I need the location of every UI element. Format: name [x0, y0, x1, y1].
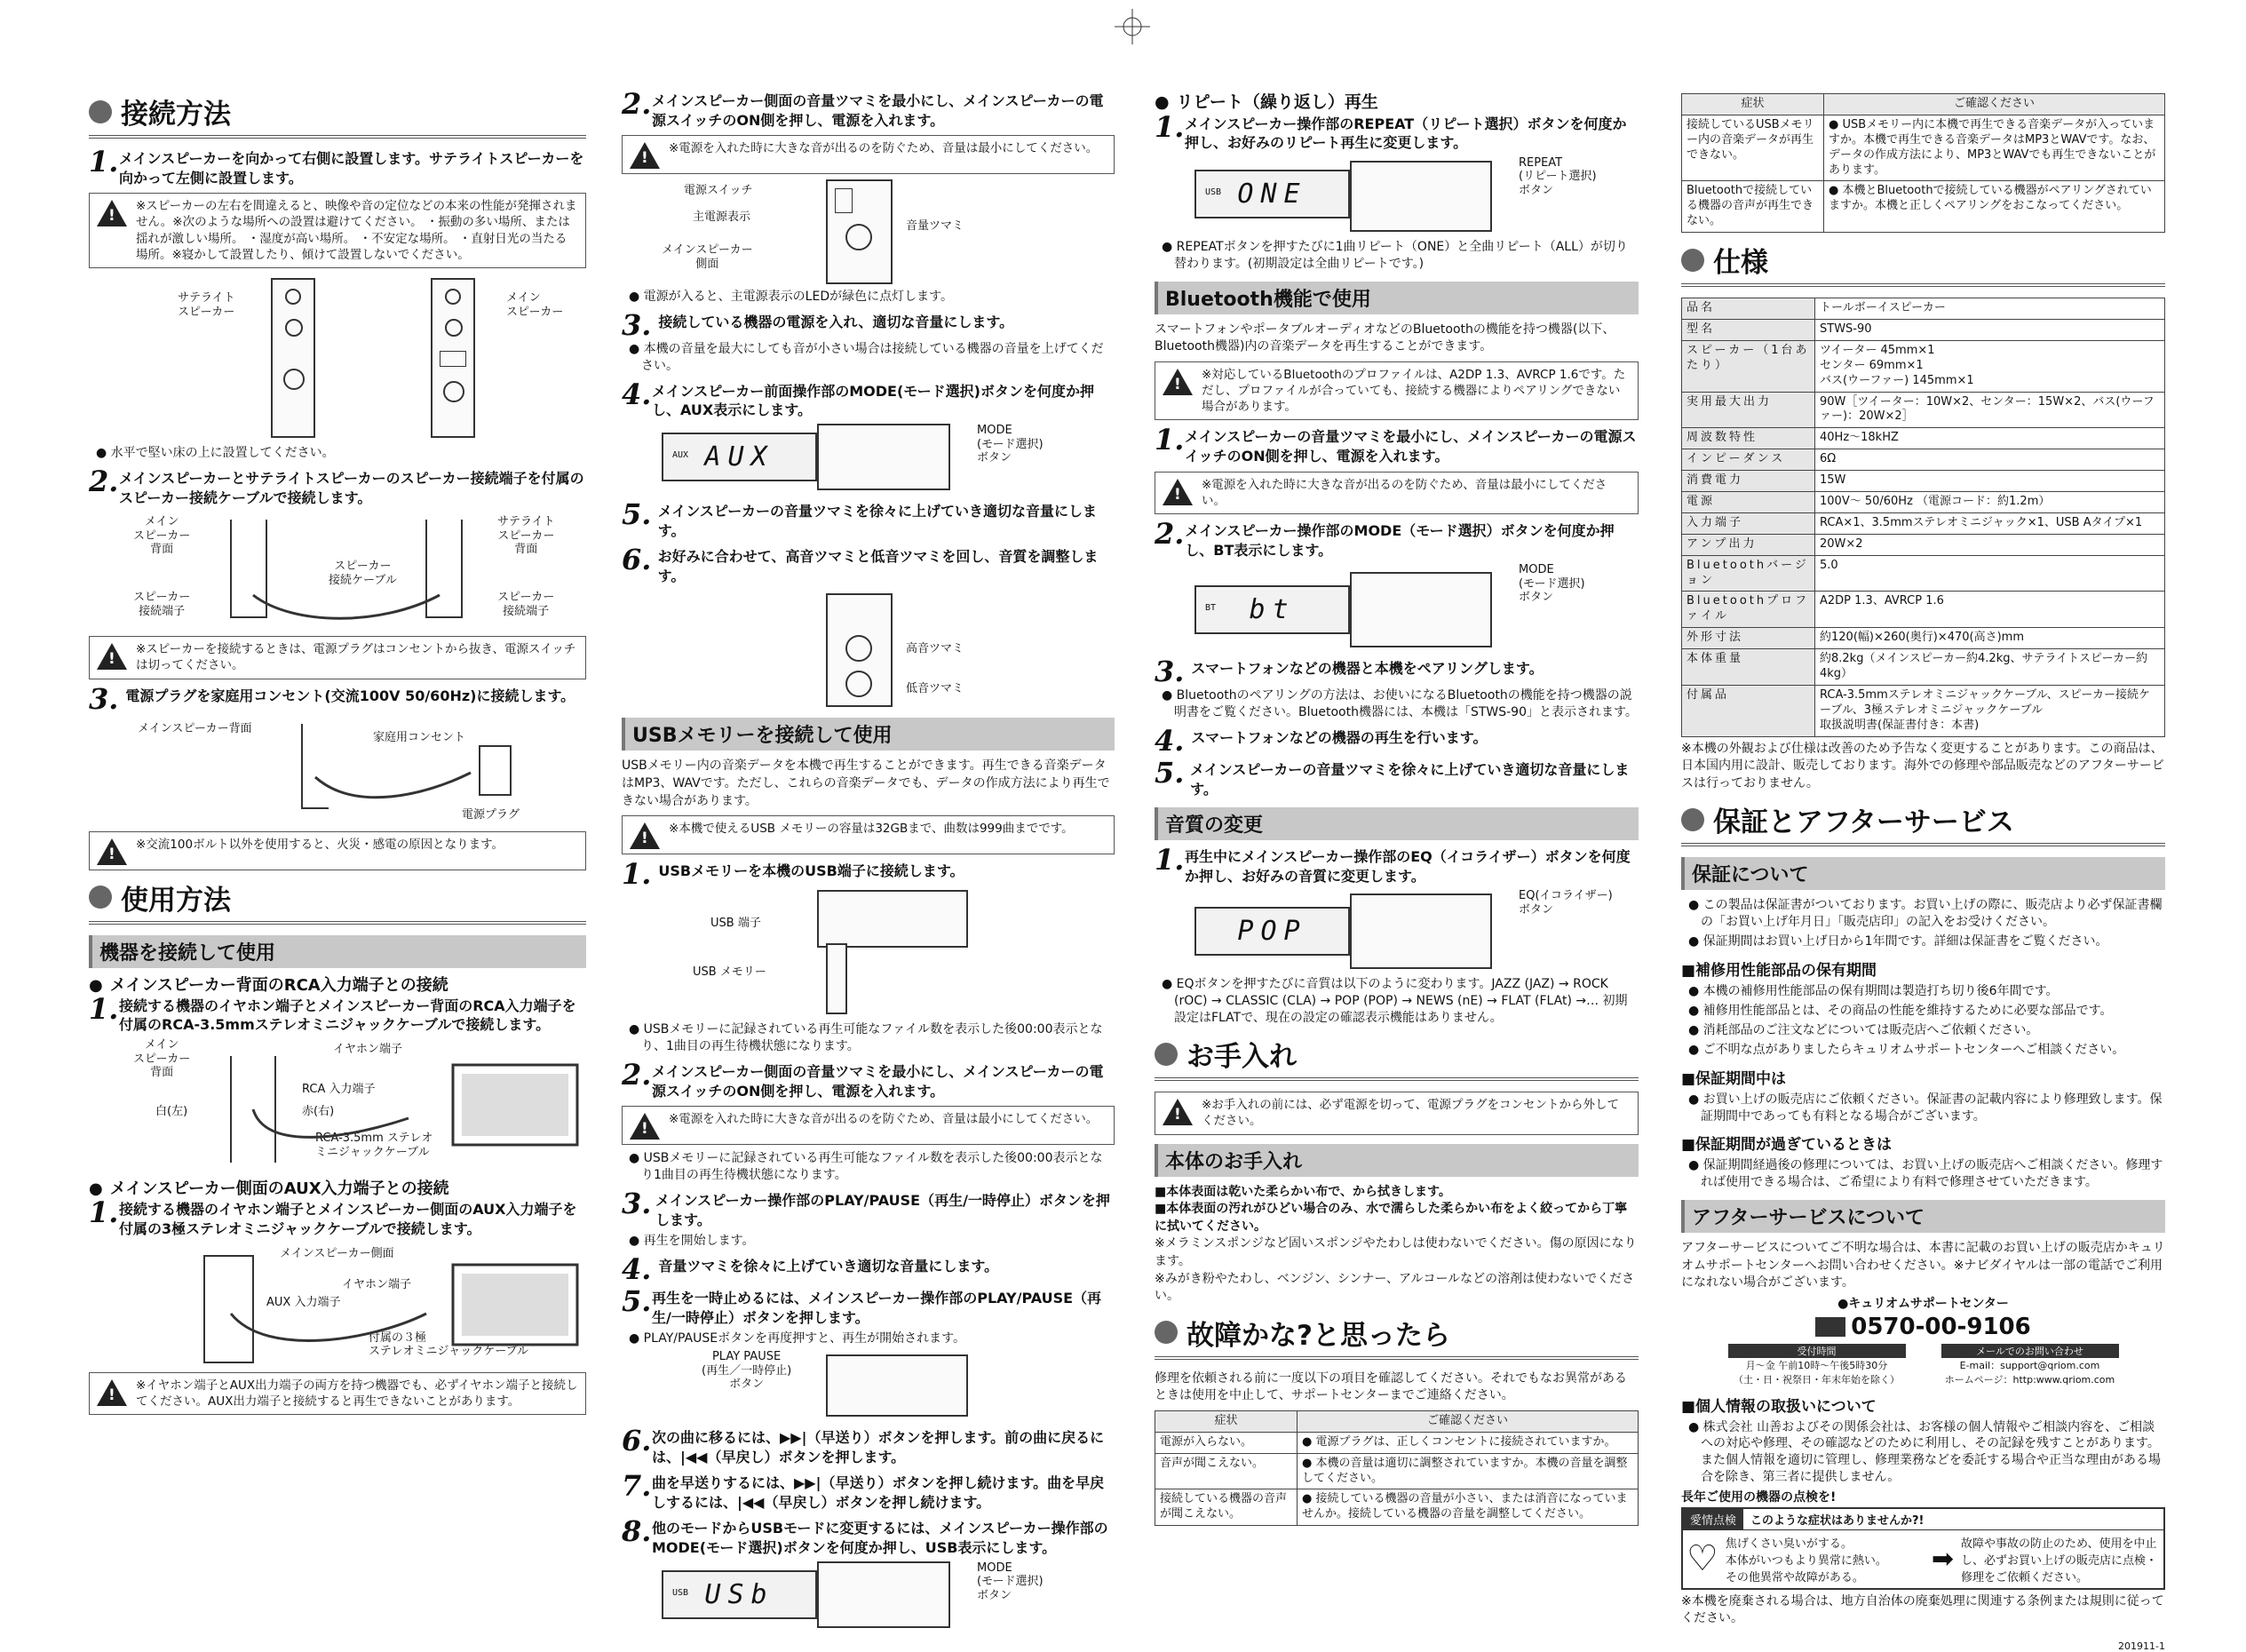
side-panel-figure: 電源スイッチ 主電源表示 メインスピーカー 側面 音量ツマミ	[622, 179, 1115, 286]
cable-figure: メイン スピーカー 背面 サテライト スピーカー 背面 スピーカー 接続ケーブル スピーカー 接続端子 スピーカー 接続端子	[133, 515, 555, 618]
warning-icon	[97, 643, 127, 670]
control-panel	[1350, 894, 1492, 969]
subsection-heading: Bluetooth機能で使用	[1155, 282, 1639, 314]
caution-note: ! ※電源を入れた時に大きな音が出るのを防ぐため、音量は最小にしてください。	[1155, 472, 1639, 514]
subsection-heading: 音質の変更	[1155, 807, 1639, 840]
crop-mark	[1115, 9, 1150, 44]
table-row: Bluetoothプロファイル A2DP 1.3、AVRCP 1.6	[1682, 592, 2165, 628]
care-item: ■本体表面の汚れがひどい場合のみ、水で濡らした柔らかい布をよく絞ってから丁寧に拭いてください。	[1155, 1202, 1628, 1234]
bt-step-3: 3. スマートフォンなどの機器と本機をペアリングします。	[1155, 655, 1544, 689]
step-1: 1. メインスピーカーを向かって右側に設置します。サテライトスピーカーを向かって左側に設置します。	[89, 145, 584, 187]
lcd-display: POP	[1194, 907, 1350, 956]
control-panel	[1350, 572, 1492, 647]
bullet: ● 本機の補修用性能部品の保有期間は製造打ち切り後6年間です。	[1688, 984, 2059, 999]
check-question: このような症状はありませんか?!	[1750, 1513, 1925, 1528]
bullet: ● PLAY/PAUSEボタンを再度押すと、再生が開始されます。	[629, 1331, 965, 1346]
table-row: 実用最大出力 90W［ツイーター：10W×2、センター：15W×2、バス(ウーファー)：20W×2］	[1682, 392, 2165, 428]
column-2	[622, 84, 1115, 1612]
table-row: 音声が聞こえない。 ● 本機の音量は適切に調整されていますか。本機の音量を調整してください。	[1155, 1453, 1639, 1489]
bullet: ● 電源が入ると、主電源表示のLEDが緑色に点灯します。	[629, 290, 953, 305]
bullet-dot-icon	[89, 100, 112, 123]
rca-figure: メイン スピーカー 背面 白(左) イヤホン端子 RCA 入力端子 赤(右) RCA-3.5mm ステレオ ミニジャックケーブル	[89, 1038, 586, 1171]
spec-note: ※本機の外観および仕様は改善のため予告なく変更することがあります。この商品は、日本国内用に設計、販売しております。海外での修理や部品販売などのアフターサービスは行っておりません。	[1681, 741, 2164, 790]
warning-icon	[1163, 369, 1193, 395]
in-warranty-heading: ■保証期間中は	[1681, 1069, 1787, 1088]
warning-icon	[630, 822, 660, 849]
table-row: 接続しているUSBメモリー内の音楽データが再生できない。 ● USBメモリー内に本機で再生できる音楽データが入っていますか。本機で再生できる音楽データはMP3とWAVです。なお、データの作成方法により、MP3とWAVでも再生できないことがあります。	[1682, 115, 2165, 181]
table-row: 品名 トールボーイスピーカー	[1682, 298, 2165, 320]
check-action: 故障や事故の防止のため、使用を中止し、必ずお買い上げの販売店に点検・修理をご依頼ください。	[1961, 1537, 2158, 1584]
usb-figure: USB 端子 USB メモリー	[622, 890, 1115, 1019]
usb-step-1: 1. USBメモリーを本機のUSB端子に接続します。	[622, 857, 964, 892]
trouble-table: 症状 ご確認ください 電源が入らない。 ● 電源プラグは、正しくコンセントに接続されていますか。 音声が聞こえない。 ● 本機の音量は適切に調整されていますか。本機の音量を調整してください。 接続している機器の音声が聞こえない。 ● 接続している機器の音量が小さい、または消音になっていませんか。接続している機器の音量を調整してください。	[1155, 1410, 1639, 1526]
privacy-heading: ■個人情報の取扱いについて	[1681, 1397, 1877, 1416]
column-4	[1681, 93, 2165, 1652]
caution-note: ! ※スピーカーの左右を間違えると、映像や音の定位などの本来の性能が発揮されません。※次のような場所への設置は避けてください。 ・振動の多い場所、または揺れが激しい場所。 ・湿度が高い場所。 ・不安定な場所。 ・直射日光の当たる場所。※寝かして設置したり、傾けて設置しないでください。	[89, 193, 586, 268]
bt-step-5: 5. メインスピーカーの音量ツマミを徐々に上げていき適切な音量にします。	[1155, 756, 1630, 798]
lcd-display: BT bt	[1194, 585, 1350, 634]
lcd-display: AUX AUX	[662, 433, 817, 481]
paragraph: アフターサービスについてご不明な場合は、本書に記載のお買い上げの販売店かキュリオムサポートセンターへお問い合わせください。※ナビダイヤルは一部の電話でご利用になれない場合がございます。	[1681, 1241, 2165, 1291]
usb-step-7: 7. 曲を早送りするには、▶▶|（早送り）ボタンを押し続けます。曲を早戻しするには、|◀◀（早戻し）ボタンを押し続けます。	[622, 1469, 1105, 1511]
tone-knob-figure: 高音ツマミ 低音ツマミ	[622, 589, 1115, 709]
usage-heading: 使用方法	[89, 878, 586, 925]
bullet: ● USBメモリーに記録されている再生可能なファイル数を表示した後00:00表示となり、1曲目の再生待機状態になります。	[629, 1022, 1103, 1054]
caution-note: ! ※電源を入れた時に大きな音が出るのを防ぐため、音量は最小にしてください。	[622, 1106, 1115, 1145]
usb-display-figure: USB USb MODE (モード選択) ボタン	[622, 1561, 1115, 1632]
bullet-dot-icon	[1681, 808, 1704, 831]
caution-note: ! ※電源を入れた時に大きな音が出るのを防ぐため、音量は最小にしてください。	[622, 135, 1115, 174]
aux-display-figure: AUX AUX MODE (モード選択) ボタン	[622, 424, 1115, 495]
bt-step-4: 4. スマートフォンなどの機器の再生を行います。	[1155, 724, 1488, 758]
support-center: ●キュリオムサポートセンター	[1837, 1296, 2009, 1311]
check-heading: 長年ご使用の機器の点検を!	[1681, 1490, 1837, 1505]
caution-note: ! ※お手入れの前には、必ず電源を切って、電源プラグをコンセントから外してください。	[1155, 1092, 1639, 1134]
care-item: ※みがき粉やたわし、ベンジン、シンナー、アルコールなどの溶剤は使わないでください。	[1155, 1271, 1635, 1304]
bullet-dot-icon	[1155, 1043, 1178, 1066]
aux-step-1: 1. 接続する機器のイヤホン端子とメインスピーカー側面のAUX入力端子を付属の3極ステレオミニジャックケーブルで接続します。	[89, 1195, 577, 1237]
table-row: 電源が入らない。 ● 電源プラグは、正しくコンセントに接続されていますか。	[1155, 1432, 1639, 1453]
warning-icon	[1163, 1099, 1193, 1125]
satellite-speaker	[271, 278, 315, 438]
bt-figure: BT bt MODE (モード選択) ボタン	[1155, 563, 1639, 652]
column-3	[1155, 84, 1639, 1612]
bullet-dot-icon	[1155, 1321, 1178, 1344]
bullet-dot-icon	[89, 886, 112, 909]
usb-stick-icon	[826, 943, 847, 1014]
check-item: 焦げくさい臭いがする。	[1725, 1537, 1853, 1551]
aux-heading: ● メインスピーカー側面のAUX入力端子との接続	[89, 1179, 449, 1199]
table-row: アンプ出力 20W×2	[1682, 534, 2165, 555]
usb-step-5: 5. 再生を一時止めるには、メインスピーカー操作部のPLAY/PAUSE（再生/一時停止）ボタンを押します。	[622, 1284, 1102, 1326]
heart-icon: ♡	[1686, 1538, 1718, 1580]
control-panel	[817, 424, 950, 490]
main-speaker	[431, 278, 475, 438]
table-row: 付属品 RCA-3.5mmステレオミニジャックケーブル、スピーカー接続ケーブル、3極ステレオミニジャックケーブル 取扱説明書(保証書付き：本書)	[1682, 685, 2165, 736]
table-row: Bluetoothで接続している機器の音声が再生できない。 ● 本機とBluetoothで接続している機器がペアリングされていますか。本機と正しくペアリングをおこなってください。	[1682, 181, 2165, 233]
mail-label: メールでのお問い合わせ	[1941, 1344, 2119, 1358]
step-4: 4. メインスピーカー前面操作部のMODE(モード選択)ボタンを何度か押し、AUX表示にします。	[622, 377, 1094, 419]
bullet-dot-icon	[1681, 249, 1704, 272]
bullet: ● 水平で堅い床の上に設置してください。	[96, 446, 335, 461]
control-panel	[1350, 161, 1492, 232]
connect-heading: 接続方法	[89, 91, 586, 139]
subsection-heading: 機器を接続して使用	[89, 935, 586, 968]
bullet: ● EQボタンを押すたびに音質は以下のように変わります。JAZZ (JAZ) → ROCK (rOC) → CLASSIC (CLA) → POP (POP) → NEWS (nE) → FLAT (FLAt) →… 初期設定はFLATで、現在の設定の確認表示機能はありません。	[1162, 977, 1628, 1026]
paragraph: スマートフォンやポータブルオーディオなどのBluetoothの機能を持つ機器(以下、Bluetooth機器)内の音楽データを再生することができます。	[1155, 322, 1615, 354]
check-item: その他異常や故障がある。	[1725, 1570, 1864, 1584]
doc-code: 201911-1	[2118, 1640, 2165, 1652]
bt-step-1: 1. メインスピーカーの音量ツマミを最小にし、メインスピーカーの電源スイッチのON側を押し、電源を入れます。	[1155, 423, 1637, 465]
bt-step-2: 2. メインスピーカー操作部のMODE（モード選択）ボタンを何度か押し、BT表示にします。	[1155, 517, 1615, 559]
subsection-heading: USBメモリーを接続して使用	[622, 718, 1115, 751]
subsection-heading: 本体のお手入れ	[1155, 1144, 1639, 1177]
lcd-display: USB USb	[662, 1570, 817, 1619]
arrow-right-icon: ➡	[1931, 1543, 1954, 1575]
control-panel	[826, 1354, 968, 1417]
repeat-step-1: 1. メインスピーカー操作部のREPEAT（リピート選択）ボタンを何度か押し、お好みのリピート再生に変更します。	[1155, 109, 1627, 152]
table-row: スピーカー（1台あたり） ツイーター 45mm×1 センター 69mm×1 バス(ウーファー) 145mm×1	[1682, 340, 2165, 392]
bullet: ● USBメモリーに記録されている再生可能なファイル数を表示した後00:00表示となり1曲目の再生待機状態になります。	[629, 1151, 1103, 1183]
bullet: ● 保証期間はお買い上げ日から1年間です。詳細は保証書をご覧ください。	[1688, 934, 2108, 949]
lcd-display: USB ONE	[1194, 170, 1350, 218]
mail-text: E-mail：support@qriom.com ホームページ：http:www.qriom.com	[1944, 1359, 2115, 1386]
control-panel	[817, 1561, 950, 1628]
paragraph: USBメモリー内の音楽データを本機で再生することができます。再生できる音楽データはMP3、WAVです。ただし、これらの音楽データでも、データの作成方法により再生できない場合があります。	[622, 758, 1110, 808]
table-row: Bluetoothバージョン 5.0	[1682, 555, 2165, 592]
hours-text: 月～金 午前10時～午後5時30分 （土・日・祝祭日・年末年始を除く）	[1734, 1359, 1900, 1386]
table-row: 外形寸法 約120(幅)×260(奥行)×470(高さ)mm	[1682, 628, 2165, 649]
bullet: ● 再生を開始します。	[629, 1234, 755, 1249]
check-item: 本体がいつもより異常に熱い。	[1725, 1553, 1887, 1568]
warranty-heading: 保証とアフターサービス	[1681, 799, 2165, 846]
fault-heading: 故障かな?と思ったら	[1155, 1313, 1639, 1360]
usb-step-3: 3. メインスピーカー操作部のPLAY/PAUSE（再生/一時停止）ボタンを押します。	[622, 1186, 1110, 1228]
table-row: 入力端子 RCA×1、3.5mmステレオミニジャック×1、USB Aタイプ×1	[1682, 512, 2165, 534]
bullet: ● 本機の音量を最大にしても音が小さい場合は接続している機器の音量を上げてください。	[629, 342, 1104, 373]
bullet: ● REPEATボタンを押すたびに1曲リピート（ONE）と全曲リピート（ALL）が切り替わります。(初期設定は全曲リピートです。)	[1162, 239, 1628, 271]
care-item: ※メラミンスポンジなど固いスポンジやたわしは使わないでください。傷の原因になります。	[1155, 1236, 1637, 1268]
rca-heading: ● メインスピーカー背面のRCA入力端子との接続	[89, 975, 448, 995]
check-tag: 愛情点検	[1683, 1509, 1743, 1529]
bullet: ● お買い上げの販売店にご依頼ください。保証書の記載内容により修理致します。保証期間中であっても有料となる場合がございます。	[1688, 1092, 2163, 1124]
step-3: 3. 接続している機器の電源を入れ、適切な音量にします。	[622, 308, 1014, 343]
parts-heading: ■補修用性能部品の保有期間	[1681, 962, 1877, 981]
disposal-note: ※本機を廃棄される場合は、地方自治体の廃棄処理に関連する条例または規則に従ってください。	[1681, 1593, 2164, 1626]
warning-icon	[630, 1113, 660, 1140]
usb-step-6: 6. 次の曲に移るには、▶▶|（早送り）ボタンを押します。前の曲に戻るには、|◀◀（早戻し）ボタンを押します。	[622, 1424, 1105, 1465]
caution-note: ! ※スピーカーを接続するときは、電源プラグはコンセントから抜き、電源スイッチは切ってください。	[89, 636, 586, 679]
after-warranty-heading: ■保証期間が過ぎているときは	[1681, 1136, 1893, 1155]
table-row: 消費電力 15W	[1682, 471, 2165, 492]
caution-note: ! ※交流100ボルト以外を使用すると、火災・感電の原因となります。	[89, 831, 586, 870]
column-1	[89, 84, 586, 1612]
rca-step-1: 1. 接続する機器のイヤホン端子とメインスピーカー背面のRCA入力端子を付属のRCA-3.5mmステレオミニジャックケーブルで接続します。	[89, 991, 576, 1034]
paragraph: 修理を依頼される前に一度以下の項目を確認してください。それでもなお異常があるときは使用を中止して、サポートセンターまでご連絡ください。	[1155, 1370, 1627, 1403]
warning-icon	[97, 200, 127, 226]
repeat-figure: USB ONE REPEAT (リピート選択) ボタン	[1155, 156, 1639, 236]
control-panel	[817, 890, 968, 948]
trouble-table-cont: 症状 ご確認ください 接続しているUSBメモリー内の音楽データが再生できない。 ● USBメモリー内に本機で再生できる音楽データが入っていますか。本機で再生できる音楽データはMP3とWAVです。なお、データの作成方法により、MP3とWAVでも再生できないことがあります。 Bluetoothで接続している機器の音声が再生できない。 ● 本機とBluetoothで接続している機器がペアリングされていますか。本機と正しくペアリングをおこなってください。	[1681, 93, 2165, 233]
table-row: インピーダンス 6Ω	[1682, 449, 2165, 471]
usb-step-4: 4. 音量ツマミを徐々に上げていき適切な音量にします。	[622, 1252, 999, 1287]
warning-icon	[97, 1379, 127, 1406]
care-heading: お手入れ	[1155, 1034, 1639, 1081]
warning-icon	[630, 142, 660, 169]
eq-step-1: 1. 再生中にメインスピーカー操作部のEQ（イコライザー）ボタンを何度か押し、お好みの音質に変更します。	[1155, 843, 1631, 885]
outlet-figure: メインスピーカー背面 家庭用コンセント 電源プラグ	[138, 721, 520, 822]
safety-check-box	[1681, 1507, 2165, 1590]
step-6: 6. お好みに合わせて、高音ツマミと低音ツマミを回し、音質を調整します。	[622, 543, 1099, 584]
table-row: 接続している機器の音声が聞こえない。 ● 接続している機器の音量が小さい、または消音になっていませんか。接続している機器の音量を調整してください。	[1155, 1489, 1639, 1526]
aux-figure: メインスピーカー側面 イヤホン端子 AUX 入力端子 付属の３極 ステレオミニジャックケーブル	[89, 1243, 586, 1367]
bullet: ● この製品は保証書がついております。お買い上げの際に、販売店より必ず保証書欄の「お買い上げ年月日」「販売店印」の記入をお受けください。	[1688, 898, 2163, 930]
step-3: 3. 電源プラグを家庭用コンセント(交流100V 50/60Hz)に接続します。	[89, 681, 575, 716]
subsection-heading: 保証について	[1681, 857, 2165, 890]
table-row: 周波数特性 40Hz～18kHZ	[1682, 428, 2165, 449]
step-2: 2. メインスピーカー側面の音量ツマミを最小にし、メインスピーカーの電源スイッチのON側を押し、電源を入れます。	[622, 87, 1104, 129]
table-row: 電源 100V～ 50/60Hz （電源コード：約1.2m）	[1682, 492, 2165, 513]
navi-dial-icon	[1815, 1317, 1845, 1337]
table-row: 型名 STWS-90	[1682, 320, 2165, 341]
bullet: ● Bluetoothのペアリングの方法は、お使いになるBluetoothの機能を持つ機器の説明書をご覧ください。Bluetooth機器には、本機は「STWS-90」と表示されます。	[1162, 688, 1638, 720]
step-2: 2. メインスピーカーとサテライトスピーカーのスピーカー接続端子を付属のスピーカー接続ケーブルで接続します。	[89, 464, 584, 506]
bullet: ● 消耗部品のご注文などについては販売店へご依頼ください。	[1688, 1022, 2039, 1037]
caution-note: ! ※対応しているBluetoothのプロファイルは、A2DP 1.3、AVRCP 1.6です。ただし、プロファイルが合っていても、接続する機器によりペアリングできない場合があります。	[1155, 361, 1639, 421]
subsection-heading: アフターサービスについて	[1681, 1200, 2165, 1233]
eq-figure: POP EQ(イコライザー) ボタン	[1155, 889, 1639, 973]
bullet: ● 株式会社 山善およびその関係会社は、お客様の個人情報やご相談内容を、ご相談への対応や修理、その確認などのために利用し、その記録を残すことがあります。また個人情報を適切に管理し、修理業務などを委託する場合や正当な理由がある場合を除き、第三者に提供しません。	[1688, 1419, 2161, 1485]
bullet: ● 保証期間経過後の修理については、お買い上げの販売店へご相談ください。修理すれば使用できる場合は、ご希望により有料で修理させていただきます。	[1688, 1158, 2163, 1190]
table-row: 本体重量 約8.2kg（メインスピーカー約4.2kg、サテライトスピーカー約4kg）	[1682, 649, 2165, 686]
bullet: ● ご不明な点がありましたらキュリオムサポートセンターへご相談ください。	[1688, 1042, 2125, 1057]
bullet: ● 補修用性能部品とは、その商品の性能を維持するために必要な部品です。	[1688, 1003, 2113, 1018]
repeat-heading: ● リピート（繰り返し）再生	[1155, 92, 1378, 112]
caution-note: ! ※本機で使えるUSB メモリーの容量は32GBまで、曲数は999曲までです。	[622, 815, 1115, 854]
spec-table	[1681, 298, 2165, 736]
phone-number: 0570-00-9106	[1681, 1314, 2165, 1340]
warning-icon	[97, 838, 127, 865]
play-pause-figure: PLAY PAUSE (再生／一時停止) ボタン	[622, 1350, 1115, 1421]
speaker-placement-figure: サテライト スピーカー メイン スピーカー	[89, 274, 586, 442]
spec-heading: 仕様	[1681, 240, 2165, 287]
usb-step-8: 8. 他のモードからUSBモードに変更するには、メインスピーカー操作部のMODE(モード選択)ボタンを何度か押し、USB表示にします。	[622, 1514, 1108, 1557]
step-5: 5. メインスピーカーの音量ツマミを徐々に上げていき適切な音量にします。	[622, 497, 1097, 539]
usb-step-2: 2. メインスピーカー側面の音量ツマミを最小にし、メインスピーカーの電源スイッチのON側を押し、電源を入れます。	[622, 1057, 1104, 1100]
warning-icon	[1163, 479, 1193, 505]
caution-note: ! ※イヤホン端子とAUX出力端子の両方を持つ機器でも、必ずイヤホン端子と接続してください。AUX出力端子と接続すると再生できないことがあります。	[89, 1372, 586, 1415]
contact-info	[1681, 1344, 2165, 1386]
hours-label: 受付時間	[1728, 1344, 1906, 1358]
care-item: ■本体表面は乾いた柔らかい布で、から拭きします。	[1155, 1184, 1451, 1199]
